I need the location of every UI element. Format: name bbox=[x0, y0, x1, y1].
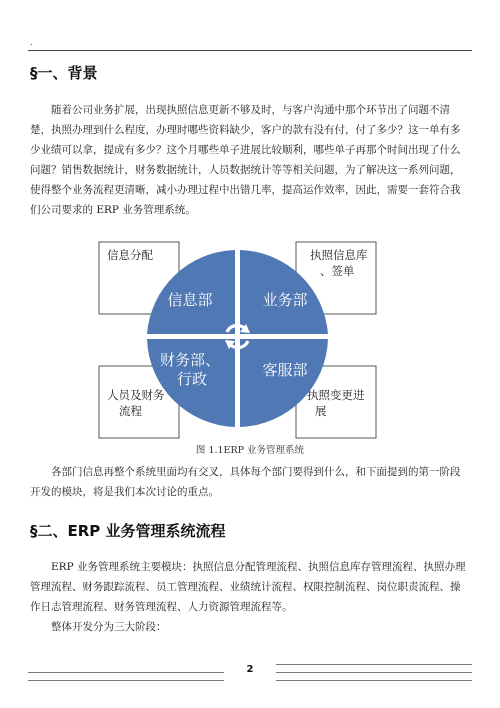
box-label-license-change-2: 展 bbox=[315, 404, 327, 418]
quadrant-label-customer: 客服部 bbox=[262, 361, 308, 379]
figure-caption: 图 1.1ERP 业务管理系统 bbox=[195, 445, 305, 456]
erp-system-diagram bbox=[95, 240, 380, 440]
footer-rule-left-2 bbox=[28, 680, 224, 681]
box-label-info-allocation: 信息分配 bbox=[107, 248, 153, 262]
quadrant-label-finance-1: 财务部、 bbox=[159, 351, 221, 369]
header-rule bbox=[28, 50, 472, 51]
box-label-license-change-1: 执照变更进 bbox=[307, 388, 365, 402]
modules-paragraph: ERP 业务管理系统主要模块：执照信息分配管理流程、执照信息库存管理流程、执照办理管理流程、财务跟踪流程、员工管理流程、业绩统计流程、权限控制流程、岗位职责流程、操作日志管理流程、财务管理流程、人力资源管理流程等。 bbox=[30, 561, 466, 613]
footer-rule-right-3 bbox=[276, 680, 472, 681]
page-number: 2 bbox=[246, 664, 254, 675]
stages-paragraph: 整体开发分为三大阶段： bbox=[51, 621, 167, 633]
box-label-staff-finance-2: 流程 bbox=[119, 404, 142, 418]
quadrant-label-finance-2: 行政 bbox=[176, 370, 208, 388]
quadrant-label-business: 业务部 bbox=[262, 291, 308, 309]
section-heading-erp-flow: §二、ERP 业务管理系统流程 bbox=[30, 522, 226, 540]
box-label-staff-finance-1: 人员及财务 bbox=[107, 388, 165, 402]
box-label-license-library-1: 执照信息库 bbox=[310, 248, 368, 262]
background-paragraph: 随着公司业务扩展，出现执照信息更新不够及时，与客户沟通中那个环节出了问题不清楚，执照办理到什么程度，办理时哪些资料缺少，客户的款有没有付，付了多少？这一单有多少业绩可以拿，提成有多少？这个月哪些单子进展比较顺利，哪些单子再那个时间出现了什么问题？销售数据统计，财务数据统计，人员数据统计等等相关问题，为了解决这一系列问题，使得整个业务流程更清晰，减小办理过程中出错几率，提高运作效率，因此，需要一套符合我们公司要求的 ERP 业务管理系统。 bbox=[30, 104, 461, 216]
box-label-license-library-2: 、签单 bbox=[320, 264, 355, 278]
header-mark: . bbox=[30, 38, 33, 47]
section-heading-background: §一、背景 bbox=[30, 64, 98, 82]
quadrant-label-info: 信息部 bbox=[167, 291, 213, 309]
departments-paragraph: 各部门信息再整个系统里面均有交叉，具体每个部门要得到什么，和下面提到的第一阶段开发的模块，将是我们本次讨论的重点。 bbox=[30, 466, 461, 498]
